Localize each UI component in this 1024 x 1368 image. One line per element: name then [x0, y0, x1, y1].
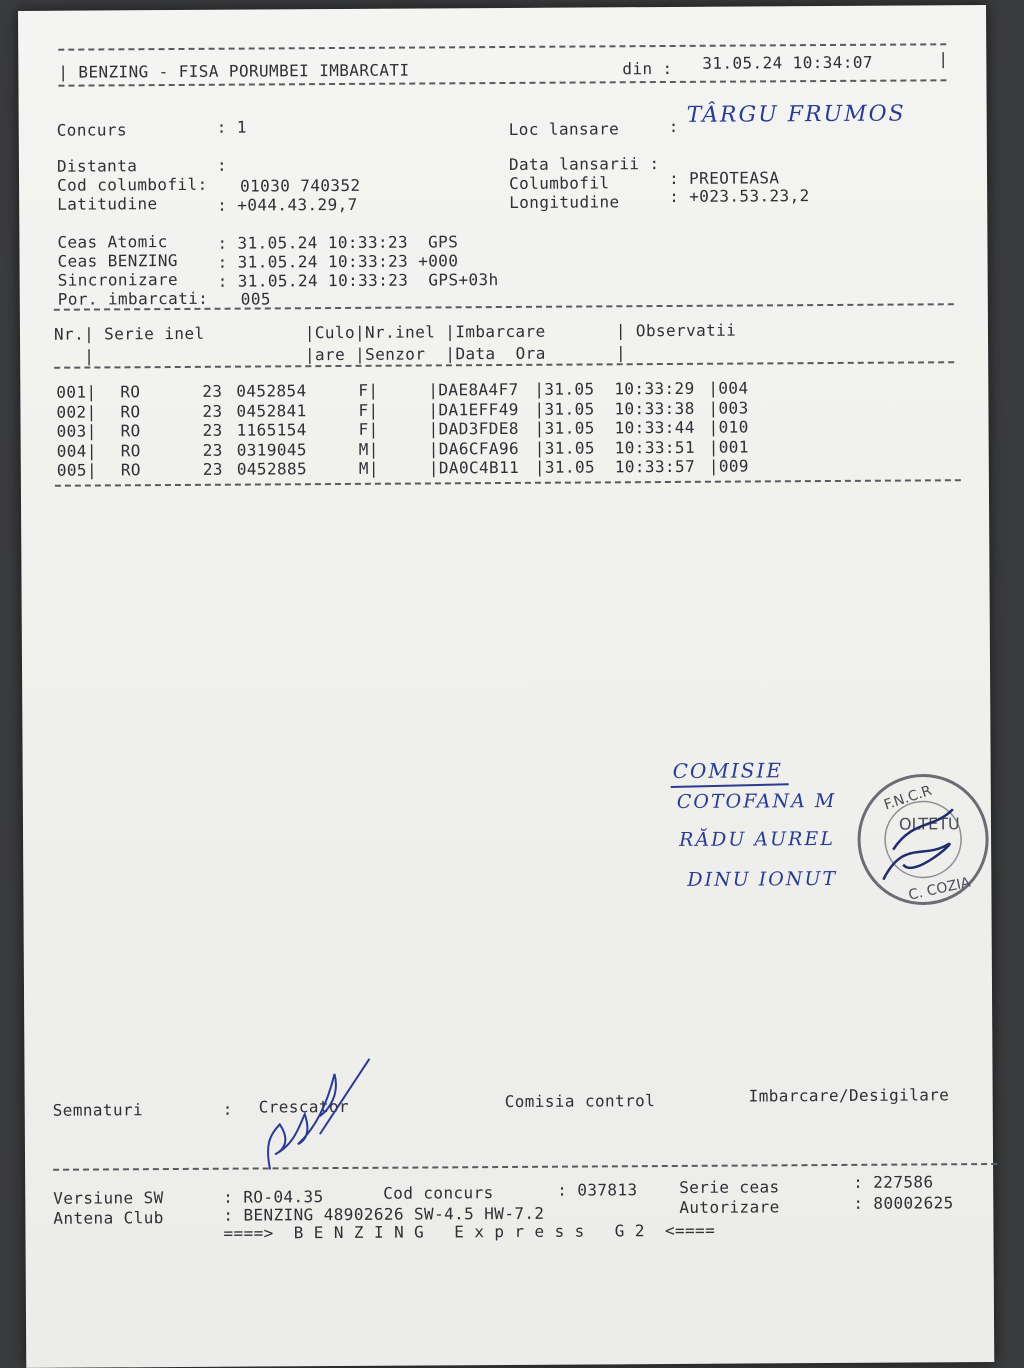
cell-senzor: |DA0C4B11	[428, 457, 520, 478]
cell-nr: 004|	[56, 440, 97, 461]
distanta-label: Distanta	[56, 156, 138, 176]
cell-obs: |009	[708, 456, 750, 476]
cell-nr: 001|	[56, 382, 97, 402]
cell-data: |31.05	[534, 398, 595, 419]
header-din-label: din :	[622, 58, 673, 79]
serie-ceas-value: : 227586	[853, 1172, 934, 1192]
cell-tara: RO	[120, 382, 141, 402]
por-imbarcati-label: Por. imbarcati:	[57, 288, 209, 309]
cell-an: 23	[202, 459, 223, 479]
cell-obs: |004	[708, 378, 749, 398]
autorizare-label: Autorizare	[679, 1197, 780, 1217]
ceas-benzing-label: Ceas BENZING	[57, 250, 179, 271]
cell-ora: 10:33:51	[614, 437, 696, 457]
cell-senzor: |DA1EFF49	[428, 399, 519, 419]
por-imbarcati-value: 005	[240, 289, 271, 309]
table-bottom-rule	[55, 479, 961, 487]
cell-ora: 10:33:44	[614, 417, 695, 438]
cod-columbofil-value: 01030 740352	[240, 175, 361, 196]
cell-sex: F|	[358, 400, 379, 420]
cell-senzor: |DAE8A4F7	[428, 379, 519, 400]
cell-nr: 002|	[56, 401, 97, 422]
cell-obs: |003	[708, 398, 749, 418]
stamp-text-top: F.N.C.R	[882, 782, 934, 814]
commission-member-1: COTOFANA M	[676, 789, 837, 813]
header-left-border: |	[58, 62, 69, 82]
cell-inel: 0319045	[236, 439, 307, 460]
table-header-line-1: Nr.| Serie inel |Culo|Nr.inel |Imbarcare | Observatii	[53, 320, 737, 344]
serie-ceas-label: Serie ceas	[679, 1177, 780, 1197]
concurs-value: : 1	[216, 117, 247, 137]
cell-tara: RO	[120, 460, 141, 480]
commission-member-2: RĂDU AUREL	[679, 827, 835, 851]
cell-nr: 005|	[56, 460, 98, 480]
header-top-rule	[58, 43, 946, 50]
columbofil-value: : PREOTEASA	[668, 168, 780, 188]
cell-an: 23	[202, 440, 223, 460]
cell-inel: 0452854	[236, 381, 307, 401]
cell-data: |31.05	[534, 418, 595, 438]
cell-sex: F|	[358, 419, 379, 439]
cell-ora: 10:33:38	[614, 398, 695, 418]
concurs-label: Concurs	[56, 120, 128, 140]
header-right-border: |	[938, 49, 949, 69]
stamp-text-bottom: C. COZIA	[907, 874, 972, 904]
sincronizare-label: Sincronizare	[57, 269, 179, 290]
data-lansarii-label: Data lansarii :	[508, 154, 660, 174]
latitudine-label: Latitudine	[57, 194, 158, 214]
footer-rule	[53, 1163, 997, 1171]
columbofil-label: Columbofil	[509, 173, 610, 193]
ceas-atomic-value: : 31.05.24 10:33:23 GPS	[217, 232, 459, 253]
cell-an: 23	[202, 381, 223, 401]
stamp-text-mid: OLTETU	[898, 814, 960, 834]
cell-ora: 10:33:29	[614, 378, 695, 399]
sincronizare-value: : 31.05.24 10:33:23 GPS+03h	[217, 270, 499, 291]
ceas-benzing-value: : 31.05.24 10:33:23 +000	[217, 251, 459, 272]
crescator-signature	[249, 1054, 390, 1175]
semnaturi-colon: :	[222, 1099, 233, 1119]
latitudine-value: : +044.43.29,7	[217, 194, 358, 215]
versiune-sw-value: : RO-04.35	[223, 1187, 324, 1207]
header-datetime: 31.05.24 10:34:07	[702, 52, 873, 73]
cell-data: |31.05	[534, 437, 595, 458]
cell-an: 23	[202, 401, 223, 421]
cell-inel: 0452841	[236, 400, 307, 421]
report-title: BENZING - FISA PORUMBEI IMBARCATI	[78, 60, 410, 82]
cell-nr: 003|	[56, 421, 97, 441]
semnaturi-label: Semnaturi	[52, 1100, 144, 1120]
cell-tara: RO	[120, 401, 141, 421]
cod-columbofil-label: Cod columbofil:	[57, 174, 208, 195]
antena-club-label: Antena Club	[53, 1208, 164, 1228]
comisia-control-label: Comisia control	[504, 1091, 656, 1112]
comisie-handwritten: COMISIE	[672, 758, 784, 783]
cod-concurs-label: Cod concurs	[383, 1183, 494, 1203]
cell-data: |31.05	[534, 457, 596, 477]
cell-sex: M|	[358, 439, 379, 459]
club-stamp	[853, 769, 994, 910]
cell-sex: M|	[358, 458, 379, 478]
commission-member-3: DINU IONUT	[687, 867, 838, 891]
imbarcare-desigilare-label: Imbarcare/Desigilare	[748, 1085, 950, 1106]
cell-inel: 0452885	[236, 459, 308, 479]
cell-tara: RO	[120, 421, 141, 441]
loc-lansare-label: Loc lansare	[508, 119, 620, 139]
longitudine-value: : +023.53.23,2	[669, 186, 810, 206]
cell-obs: |010	[708, 417, 749, 437]
cell-an: 23	[202, 420, 223, 440]
cell-obs: |001	[708, 437, 749, 457]
cell-data: |31.05	[534, 379, 595, 399]
antena-club-value: : BENZING 48902626 SW-4.5 HW-7.2	[223, 1203, 545, 1225]
table-header-line-2: | |are |Senzor |Data Ora |	[54, 343, 627, 366]
versiune-sw-label: Versiune SW	[53, 1188, 164, 1208]
cod-concurs-value: : 037813	[557, 1180, 638, 1200]
crescator-label: Crescator	[258, 1096, 350, 1117]
printed-sheet	[18, 5, 994, 1368]
longitudine-label: Longitudine	[509, 192, 620, 212]
comisie-underline	[671, 783, 789, 788]
distanta-value: :	[216, 155, 228, 175]
cell-senzor: |DA6CFA96	[428, 438, 520, 458]
autorizare-value: : 80002625	[853, 1193, 954, 1213]
cell-ora: 10:33:57	[614, 456, 696, 477]
loc-lansare-colon: :	[668, 116, 679, 136]
cell-senzor: |DAD3FDE8	[428, 418, 519, 439]
benzing-express-banner: ====> B E N Z I N G E x p r e s s G 2 <====	[223, 1220, 716, 1243]
cell-sex: F|	[358, 380, 379, 400]
cell-inel: 1165154	[236, 420, 307, 440]
ceas-atomic-label: Ceas Atomic	[57, 232, 168, 252]
loc-lansare-handwritten: TÂRGU FRUMOS	[686, 101, 906, 128]
cell-tara: RO	[120, 440, 141, 460]
